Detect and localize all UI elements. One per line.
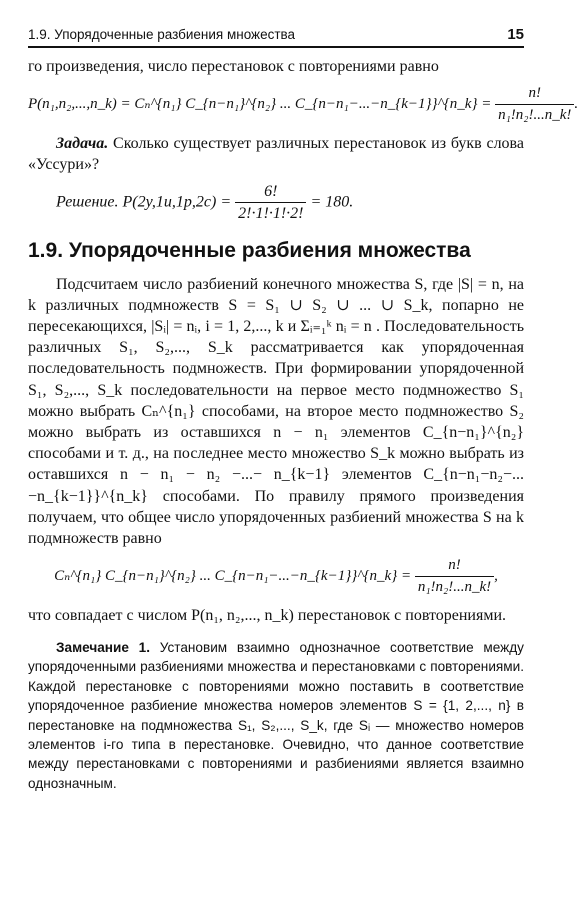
page-content	[28, 56, 578, 793]
running-header	[28, 24, 524, 48]
remark-text: Установим взаимно однозначное соответствие между упорядоченными разбиениями множества и перестановками с повторениями. Каждой перестановке с повторениями можно поставить в соответствие упорядоченное разбиение множества номеров элементов S = {1, 2,..., n} в перестановке на подмножества S₁, S₂,..., S_k, где Sᵢ — множество номеров элементов i-го типа в перестановке. Очевидно, что данное соответствие между перестановками с повторениями и разбиениями является взаимно однозначным.	[28, 639, 524, 791]
task-text: Сколько существует различных перестановок из букв слова «Уссури»?	[28, 134, 524, 173]
formula1-denominator: n₁!n₂!...n_k!	[498, 107, 572, 124]
solution-numerator: 6!	[235, 181, 306, 203]
formula1-fraction	[495, 83, 574, 126]
formula1-numerator: n!	[495, 83, 574, 105]
section-title: 1.9. Упорядоченные разбиения множества	[28, 239, 471, 263]
formula2-lhs: Cₙ^{n₁} C_{n−n₁}^{n₂} ... C_{n−n₁−...−n_{k−1}}^{n_k} =	[54, 568, 412, 585]
solution-denominator: 2!·1!·1!·2!	[238, 205, 304, 223]
running-title: 1.9. Упорядоченные разбиения множества	[28, 27, 296, 42]
task-paragraph	[28, 133, 524, 175]
task-label: Задача.	[56, 134, 109, 152]
solution-lhs: P(2у,1и,1р,2с) =	[122, 193, 232, 211]
remark-paragraph	[28, 638, 524, 793]
formula2-fraction	[415, 555, 494, 598]
formula1-lhs: P(n₁,n₂,...,n_k) = Cₙ^{n₁} C_{n−n₁}^{n₂} ... C_{n−n₁−...−n_{k−1}}^{n_k}	[28, 96, 478, 113]
intro-line: го произведения, число перестановок с повторениями равно	[28, 58, 439, 75]
formula2-numerator: n!	[415, 555, 494, 577]
page-number: 15	[507, 26, 524, 43]
formula-partitions	[28, 555, 524, 598]
remark-label: Замечание 1.	[56, 639, 151, 655]
solution-result: = 180.	[310, 193, 354, 211]
solution-line	[28, 181, 524, 224]
formula2-denominator: n₁!n₂!...n_k!	[417, 579, 492, 596]
paragraph-2: что совпадает с числом P(n₁, n₂,..., n_k) перестановок с повторениями.	[28, 606, 507, 624]
paragraph-1: Подсчитаем число разбиений конечного множества S, где |S| = n, на k различных подмножеств S = S₁ ∪ S₂ ∪ ... ∪ S_k, попарно не пересекающихся, |Sᵢ| = nᵢ, i = 1, 2,..., k и Σᵢ₌₁ᵏ nᵢ = n . Последовательность различных S₁, S₂,..., S_k рассматривается как упорядоченная последовательность подмножеств. При формировании упорядоченной S₁, S₂,..., S_k последовательности на первое место подмножество S₁ можно выбрать Cₙ^{n₁} способами, на второе место подмножество S₂ можно выбрать из оставшихся n − n₁ элементов C_{n−n₁}^{n₂} способами и т. д., на последнее место множество S_k можно выбрать из оставшихся n − n₁ − n₂ −...− n_{k−1} элементов C_{n−n₁−n₂−...−n_{k−1}}^{n_k} способами. По правилу прямого произведения получаем, что общее число упорядоченных разбиений множества S на k подмножеств равно	[28, 275, 524, 548]
solution-fraction	[235, 181, 306, 224]
formula2-end: ,	[494, 568, 498, 585]
solution-label: Решение.	[56, 193, 119, 211]
formula-permutations: P(n₁,n₂,...,n_k) = Cₙ^{n₁} C_{n−n₁}^{n₂} ... C_{n−n₁−...−n_{k−1}}^{n_k} = $\frac{n!}{\text{n₁!n₂!...n\_k!}}$ .	[28, 83, 524, 126]
